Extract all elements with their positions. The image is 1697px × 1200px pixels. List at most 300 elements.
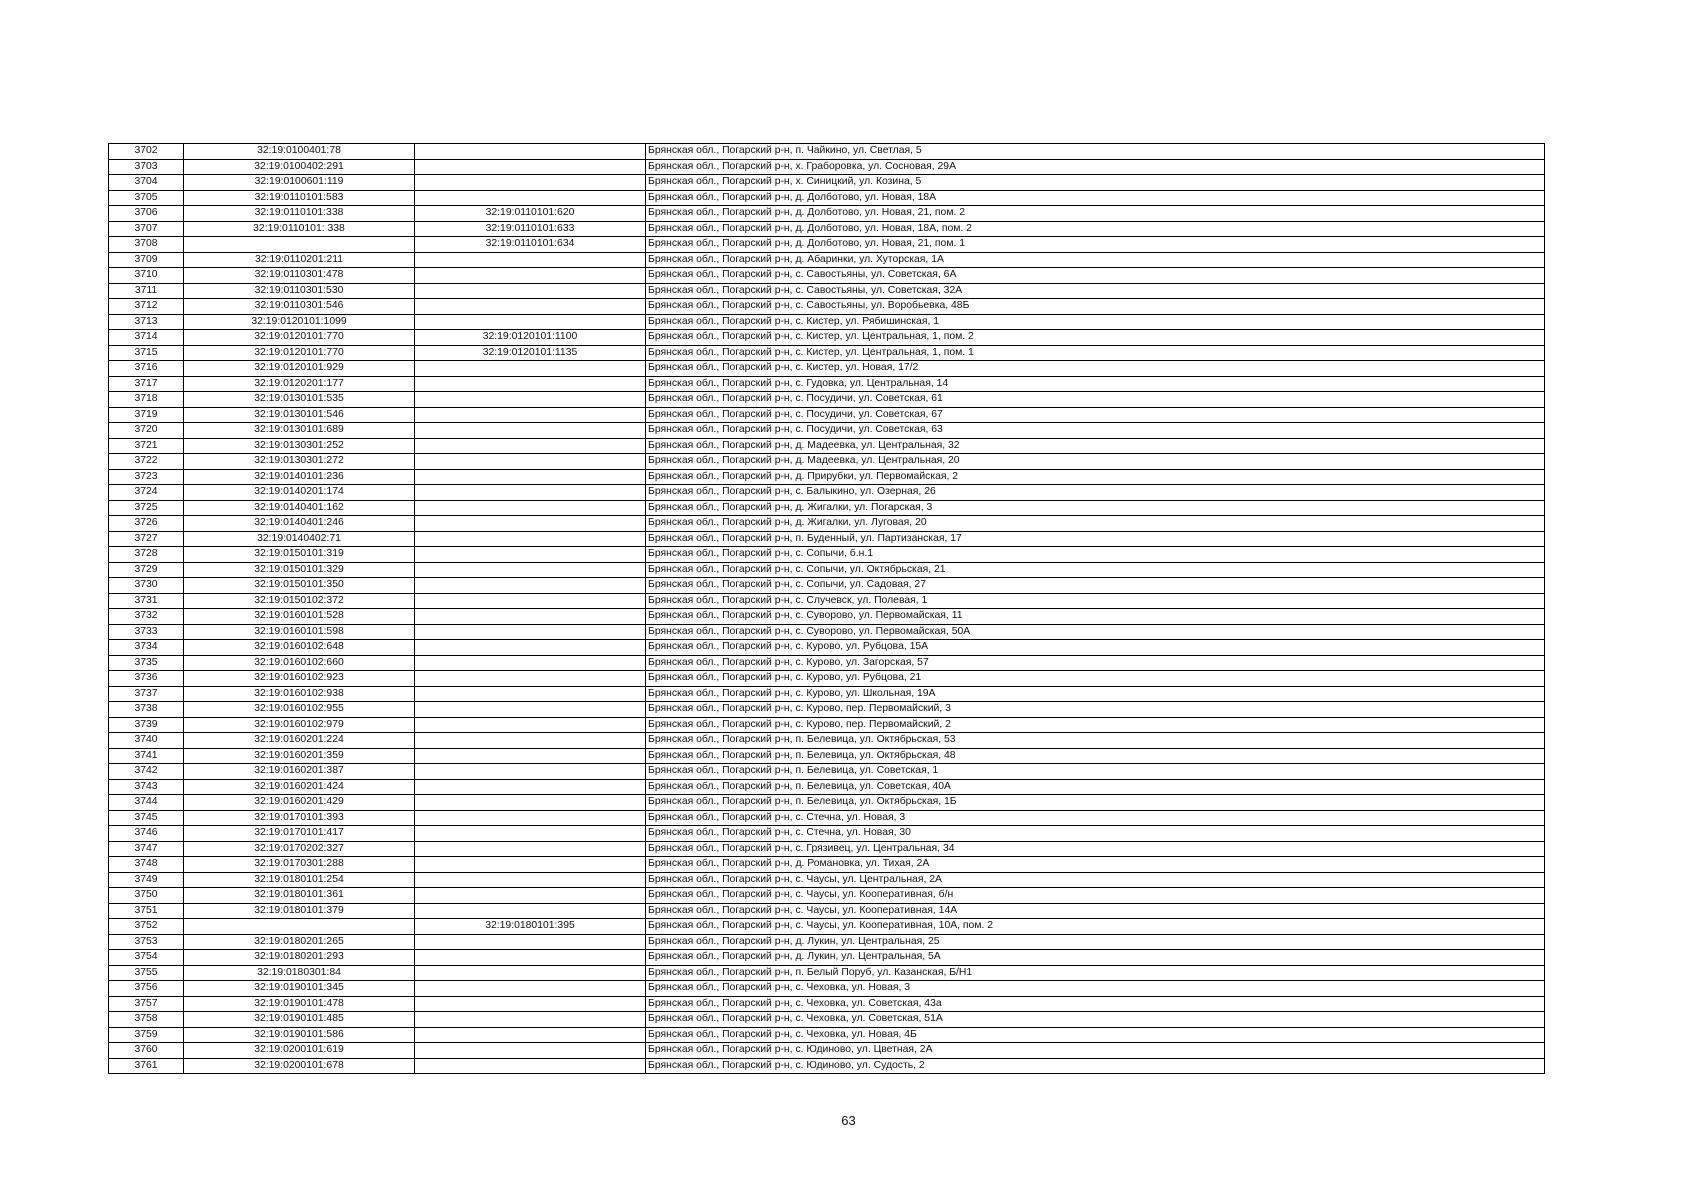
row-number-cell: 3711 xyxy=(109,283,184,299)
address-cell: Брянская обл., Погарский р-н, с. Кистер, ул. Центральная, 1, пом. 2 xyxy=(646,330,1545,346)
row-number-cell: 3716 xyxy=(109,361,184,377)
table-row xyxy=(109,485,1545,501)
cadastral-number-cell: 32:19:0120101:770 xyxy=(184,330,415,346)
cadastral-number-cell: 32:19:0130301:252 xyxy=(184,438,415,454)
cadastral-number-cell: 32:19:0160201:224 xyxy=(184,733,415,749)
address-cell: Брянская обл., Погарский р-н, с. Сопычи, б.н.1 xyxy=(646,547,1545,563)
cadastral-number-cell: 32:19:0110101:338 xyxy=(184,206,415,222)
table-row xyxy=(109,283,1545,299)
table-row xyxy=(109,438,1545,454)
cadastral-number-cell xyxy=(184,237,415,253)
register-body xyxy=(109,144,1545,1074)
table-row xyxy=(109,1027,1545,1043)
address-cell: Брянская обл., Погарский р-н, д. Лукин, ул. Центральная, 25 xyxy=(646,934,1545,950)
cadastral-number-cell: 32:19:0170301:288 xyxy=(184,857,415,873)
cadastral-number-cell: 32:19:0150101:350 xyxy=(184,578,415,594)
address-cell: Брянская обл., Погарский р-н, с. Кистер, ул. Новая, 17/2 xyxy=(646,361,1545,377)
cadastral-number-cell: 32:19:0160101:528 xyxy=(184,609,415,625)
cadastral-number-cell: 32:19:0200101:619 xyxy=(184,1043,415,1059)
cadastral-number-cell: 32:19:0160201:359 xyxy=(184,748,415,764)
table-row xyxy=(109,671,1545,687)
room-cadastral-number-cell xyxy=(415,748,646,764)
cadastral-number-cell: 32:19:0160201:387 xyxy=(184,764,415,780)
cadastral-number-cell: 32:19:0200101:678 xyxy=(184,1058,415,1074)
row-number-cell: 3709 xyxy=(109,252,184,268)
room-cadastral-number-cell xyxy=(415,655,646,671)
cadastral-number-cell: 32:19:0110101:583 xyxy=(184,190,415,206)
cadastral-number-cell: 32:19:0110301:546 xyxy=(184,299,415,315)
room-cadastral-number-cell xyxy=(415,872,646,888)
row-number-cell: 3759 xyxy=(109,1027,184,1043)
address-cell: Брянская обл., Погарский р-н, с. Суворово, ул. Первомайская, 50А xyxy=(646,624,1545,640)
cadastral-number-cell: 32:19:0160102:938 xyxy=(184,686,415,702)
row-number-cell: 3737 xyxy=(109,686,184,702)
cadastral-number-cell: 32:19:0160101:598 xyxy=(184,624,415,640)
row-number-cell: 3738 xyxy=(109,702,184,718)
room-cadastral-number-cell xyxy=(415,562,646,578)
address-cell: Брянская обл., Погарский р-н, п. Белевица, ул. Октябрьская, 53 xyxy=(646,733,1545,749)
address-cell: Брянская обл., Погарский р-н, д. Абаринки, ул. Хуторская, 1А xyxy=(646,252,1545,268)
address-cell: Брянская обл., Погарский р-н, с. Чаусы, ул. Кооперативная, 14А xyxy=(646,903,1545,919)
row-number-cell: 3719 xyxy=(109,407,184,423)
room-cadastral-number-cell xyxy=(415,1043,646,1059)
room-cadastral-number-cell xyxy=(415,392,646,408)
table-row xyxy=(109,795,1545,811)
room-cadastral-number-cell xyxy=(415,376,646,392)
room-cadastral-number-cell xyxy=(415,733,646,749)
table-row xyxy=(109,392,1545,408)
table-row xyxy=(109,361,1545,377)
address-cell: Брянская обл., Погарский р-н, с. Чеховка, ул. Новая, 4Б xyxy=(646,1027,1545,1043)
row-number-cell: 3746 xyxy=(109,826,184,842)
room-cadastral-number-cell xyxy=(415,717,646,733)
row-number-cell: 3747 xyxy=(109,841,184,857)
room-cadastral-number-cell xyxy=(415,361,646,377)
table-row xyxy=(109,578,1545,594)
address-cell: Брянская обл., Погарский р-н, с. Чаусы, ул. Кооперативная, б/н xyxy=(646,888,1545,904)
table-row xyxy=(109,965,1545,981)
row-number-cell: 3758 xyxy=(109,1012,184,1028)
table-row xyxy=(109,1058,1545,1074)
room-cadastral-number-cell xyxy=(415,593,646,609)
table-row xyxy=(109,159,1545,175)
address-cell: Брянская обл., Погарский р-н, с. Юдиново, ул. Судость, 2 xyxy=(646,1058,1545,1074)
cadastral-number-cell: 32:19:0180101:379 xyxy=(184,903,415,919)
address-cell: Брянская обл., Погарский р-н, п. Белевица, ул. Советская, 1 xyxy=(646,764,1545,780)
row-number-cell: 3745 xyxy=(109,810,184,826)
cadastral-number-cell: 32:19:0150101:329 xyxy=(184,562,415,578)
row-number-cell: 3704 xyxy=(109,175,184,191)
cadastral-number-cell: 32:19:0120101:1099 xyxy=(184,314,415,330)
cadastral-number-cell: 32:19:0180201:293 xyxy=(184,950,415,966)
address-cell: Брянская обл., Погарский р-н, с. Кистер, ул. Рябишинская, 1 xyxy=(646,314,1545,330)
table-row xyxy=(109,702,1545,718)
row-number-cell: 3705 xyxy=(109,190,184,206)
cadastral-number-cell: 32:19:0160102:979 xyxy=(184,717,415,733)
row-number-cell: 3707 xyxy=(109,221,184,237)
table-row xyxy=(109,407,1545,423)
address-cell: Брянская обл., Погарский р-н, с. Курово, ул. Рубцова, 21 xyxy=(646,671,1545,687)
row-number-cell: 3740 xyxy=(109,733,184,749)
cadastral-number-cell: 32:19:0100402:291 xyxy=(184,159,415,175)
cadastral-number-cell: 32:19:0160102:648 xyxy=(184,640,415,656)
address-cell: Брянская обл., Погарский р-н, д. Жигалки, ул. Погарская, 3 xyxy=(646,500,1545,516)
table-row xyxy=(109,345,1545,361)
table-row xyxy=(109,252,1545,268)
room-cadastral-number-cell xyxy=(415,578,646,594)
room-cadastral-number-cell xyxy=(415,1058,646,1074)
address-cell: Брянская обл., Погарский р-н, с. Посудичи, ул. Советская, 67 xyxy=(646,407,1545,423)
room-cadastral-number-cell xyxy=(415,175,646,191)
cadastral-number-cell: 32:19:0160102:660 xyxy=(184,655,415,671)
cadastral-number-cell: 32:19:0150101:319 xyxy=(184,547,415,563)
address-cell: Брянская обл., Погарский р-н, д. Долботово, ул. Новая, 18А xyxy=(646,190,1545,206)
table-row xyxy=(109,330,1545,346)
table-row xyxy=(109,531,1545,547)
room-cadastral-number-cell xyxy=(415,965,646,981)
address-cell: Брянская обл., Погарский р-н, с. Чаусы, ул. Центральная, 2А xyxy=(646,872,1545,888)
room-cadastral-number-cell xyxy=(415,795,646,811)
row-number-cell: 3703 xyxy=(109,159,184,175)
table-row xyxy=(109,841,1545,857)
address-cell: Брянская обл., Погарский р-н, с. Курово, ул. Загорская, 57 xyxy=(646,655,1545,671)
room-cadastral-number-cell xyxy=(415,686,646,702)
row-number-cell: 3757 xyxy=(109,996,184,1012)
address-cell: Брянская обл., Погарский р-н, с. Сопычи, ул. Садовая, 27 xyxy=(646,578,1545,594)
room-cadastral-number-cell: 32:19:0120101:1135 xyxy=(415,345,646,361)
table-row xyxy=(109,919,1545,935)
row-number-cell: 3743 xyxy=(109,779,184,795)
row-number-cell: 3702 xyxy=(109,144,184,160)
cadastral-number-cell: 32:19:0160102:955 xyxy=(184,702,415,718)
row-number-cell: 3714 xyxy=(109,330,184,346)
cadastral-number-cell: 32:19:0130301:272 xyxy=(184,454,415,470)
room-cadastral-number-cell xyxy=(415,1027,646,1043)
address-cell: Брянская обл., Погарский р-н, с. Чаусы, ул. Кооперативная, 10А, пом. 2 xyxy=(646,919,1545,935)
address-cell: Брянская обл., Погарский р-н, с. Стечна, ул. Новая, 30 xyxy=(646,826,1545,842)
table-row xyxy=(109,624,1545,640)
row-number-cell: 3720 xyxy=(109,423,184,439)
room-cadastral-number-cell xyxy=(415,159,646,175)
room-cadastral-number-cell xyxy=(415,144,646,160)
row-number-cell: 3722 xyxy=(109,454,184,470)
address-cell: Брянская обл., Погарский р-н, д. Мадеевка, ул. Центральная, 20 xyxy=(646,454,1545,470)
room-cadastral-number-cell xyxy=(415,888,646,904)
address-cell: Брянская обл., Погарский р-н, с. Чеховка, ул. Советская, 43а xyxy=(646,996,1545,1012)
address-cell: Брянская обл., Погарский р-н, д. Долботово, ул. Новая, 21, пом. 2 xyxy=(646,206,1545,222)
address-cell: Брянская обл., Погарский р-н, д. Прирубки, ул. Первомайская, 2 xyxy=(646,469,1545,485)
room-cadastral-number-cell xyxy=(415,826,646,842)
row-number-cell: 3710 xyxy=(109,268,184,284)
page-number: 63 xyxy=(841,1113,856,1128)
table-row xyxy=(109,903,1545,919)
room-cadastral-number-cell xyxy=(415,407,646,423)
row-number-cell: 3742 xyxy=(109,764,184,780)
cadastral-number-cell: 32:19:0130101:689 xyxy=(184,423,415,439)
cadastral-number-cell: 32:19:0180101:361 xyxy=(184,888,415,904)
row-number-cell: 3732 xyxy=(109,609,184,625)
row-number-cell: 3748 xyxy=(109,857,184,873)
cadastral-number-cell: 32:19:0160201:429 xyxy=(184,795,415,811)
row-number-cell: 3744 xyxy=(109,795,184,811)
address-cell: Брянская обл., Погарский р-н, п. Буденный, ул. Партизанская, 17 xyxy=(646,531,1545,547)
address-cell: Брянская обл., Погарский р-н, д. Жигалки, ул. Луговая, 20 xyxy=(646,516,1545,532)
room-cadastral-number-cell xyxy=(415,671,646,687)
cadastral-number-cell: 32:19:0130101:546 xyxy=(184,407,415,423)
row-number-cell: 3717 xyxy=(109,376,184,392)
room-cadastral-number-cell xyxy=(415,190,646,206)
room-cadastral-number-cell xyxy=(415,903,646,919)
row-number-cell: 3706 xyxy=(109,206,184,222)
room-cadastral-number-cell xyxy=(415,485,646,501)
address-cell: Брянская обл., Погарский р-н, с. Курово, ул. Рубцова, 15А xyxy=(646,640,1545,656)
room-cadastral-number-cell xyxy=(415,314,646,330)
row-number-cell: 3755 xyxy=(109,965,184,981)
row-number-cell: 3730 xyxy=(109,578,184,594)
property-register-table xyxy=(108,143,1545,1074)
cadastral-number-cell: 32:19:0110101: 338 xyxy=(184,221,415,237)
address-cell: Брянская обл., Погарский р-н, с. Посудичи, ул. Советская, 63 xyxy=(646,423,1545,439)
table-row xyxy=(109,950,1545,966)
address-cell: Брянская обл., Погарский р-н, с. Савостьяны, ул. Советская, 32А xyxy=(646,283,1545,299)
address-cell: Брянская обл., Погарский р-н, с. Чеховка, ул. Новая, 3 xyxy=(646,981,1545,997)
row-number-cell: 3731 xyxy=(109,593,184,609)
room-cadastral-number-cell xyxy=(415,283,646,299)
table-row xyxy=(109,190,1545,206)
room-cadastral-number-cell xyxy=(415,252,646,268)
cadastral-number-cell: 32:19:0100401:78 xyxy=(184,144,415,160)
cadastral-number-cell: 32:19:0190101:586 xyxy=(184,1027,415,1043)
row-number-cell: 3752 xyxy=(109,919,184,935)
room-cadastral-number-cell xyxy=(415,841,646,857)
table-row xyxy=(109,268,1545,284)
table-row xyxy=(109,206,1545,222)
cadastral-number-cell: 32:19:0110301:478 xyxy=(184,268,415,284)
room-cadastral-number-cell xyxy=(415,299,646,315)
address-cell: Брянская обл., Погарский р-н, д. Долботово, ул. Новая, 21, пом. 1 xyxy=(646,237,1545,253)
table-row xyxy=(109,934,1545,950)
address-cell: Брянская обл., Погарский р-н, с. Стечна, ул. Новая, 3 xyxy=(646,810,1545,826)
address-cell: Брянская обл., Погарский р-н, с. Савостьяны, ул. Воробьевка, 48Б xyxy=(646,299,1545,315)
room-cadastral-number-cell xyxy=(415,469,646,485)
table-row xyxy=(109,221,1545,237)
address-cell: Брянская обл., Погарский р-н, с. Савостьяны, ул. Советская, 6А xyxy=(646,268,1545,284)
cadastral-number-cell: 32:19:0190101:345 xyxy=(184,981,415,997)
room-cadastral-number-cell xyxy=(415,500,646,516)
room-cadastral-number-cell xyxy=(415,934,646,950)
address-cell: Брянская обл., Погарский р-н, с. Случевск, ул. Полевая, 1 xyxy=(646,593,1545,609)
address-cell: Брянская обл., Погарский р-н, с. Курово, пер. Первомайский, 3 xyxy=(646,702,1545,718)
row-number-cell: 3728 xyxy=(109,547,184,563)
table-row xyxy=(109,810,1545,826)
row-number-cell: 3741 xyxy=(109,748,184,764)
address-cell: Брянская обл., Погарский р-н, с. Посудичи, ул. Советская, 61 xyxy=(646,392,1545,408)
row-number-cell: 3756 xyxy=(109,981,184,997)
room-cadastral-number-cell xyxy=(415,423,646,439)
address-cell: Брянская обл., Погарский р-н, с. Юдиново, ул. Цветная, 2А xyxy=(646,1043,1545,1059)
table-row xyxy=(109,376,1545,392)
room-cadastral-number-cell xyxy=(415,996,646,1012)
table-row xyxy=(109,500,1545,516)
table-row xyxy=(109,733,1545,749)
table-row xyxy=(109,609,1545,625)
row-number-cell: 3760 xyxy=(109,1043,184,1059)
row-number-cell: 3712 xyxy=(109,299,184,315)
table-row xyxy=(109,764,1545,780)
room-cadastral-number-cell xyxy=(415,516,646,532)
room-cadastral-number-cell xyxy=(415,609,646,625)
address-cell: Брянская обл., Погарский р-н, п. Белевица, ул. Советская, 40А xyxy=(646,779,1545,795)
cadastral-number-cell: 32:19:0180101:254 xyxy=(184,872,415,888)
row-number-cell: 3727 xyxy=(109,531,184,547)
cadastral-number-cell: 32:19:0190101:478 xyxy=(184,996,415,1012)
cadastral-number-cell: 32:19:0120201:177 xyxy=(184,376,415,392)
room-cadastral-number-cell: 32:19:0120101:1100 xyxy=(415,330,646,346)
address-cell: Брянская обл., Погарский р-н, д. Лукин, ул. Центральная, 5А xyxy=(646,950,1545,966)
row-number-cell: 3718 xyxy=(109,392,184,408)
cadastral-number-cell: 32:19:0180201:265 xyxy=(184,934,415,950)
address-cell: Брянская обл., Погарский р-н, д. Романовка, ул. Тихая, 2А xyxy=(646,857,1545,873)
row-number-cell: 3708 xyxy=(109,237,184,253)
address-cell: Брянская обл., Погарский р-н, п. Белевица, ул. Октябрьская, 48 xyxy=(646,748,1545,764)
table-row xyxy=(109,1012,1545,1028)
address-cell: Брянская обл., Погарский р-н, х. Граборовка, ул. Сосновая, 29А xyxy=(646,159,1545,175)
row-number-cell: 3750 xyxy=(109,888,184,904)
cadastral-number-cell: 32:19:0180301:84 xyxy=(184,965,415,981)
row-number-cell: 3713 xyxy=(109,314,184,330)
cadastral-number-cell: 32:19:0190101:485 xyxy=(184,1012,415,1028)
table-row xyxy=(109,640,1545,656)
table-row xyxy=(109,872,1545,888)
cadastral-number-cell: 32:19:0140101:236 xyxy=(184,469,415,485)
room-cadastral-number-cell xyxy=(415,950,646,966)
address-cell: Брянская обл., Погарский р-н, с. Грязивец, ул. Центральная, 34 xyxy=(646,841,1545,857)
room-cadastral-number-cell: 32:19:0110101:633 xyxy=(415,221,646,237)
cadastral-number-cell: 32:19:0120101:770 xyxy=(184,345,415,361)
room-cadastral-number-cell xyxy=(415,779,646,795)
cadastral-number-cell: 32:19:0170101:417 xyxy=(184,826,415,842)
row-number-cell: 3736 xyxy=(109,671,184,687)
address-cell: Брянская обл., Погарский р-н, с. Сопычи, ул. Октябрьская, 21 xyxy=(646,562,1545,578)
room-cadastral-number-cell xyxy=(415,764,646,780)
cadastral-number-cell: 32:19:0140402:71 xyxy=(184,531,415,547)
room-cadastral-number-cell xyxy=(415,454,646,470)
cadastral-number-cell: 32:19:0160201:424 xyxy=(184,779,415,795)
row-number-cell: 3715 xyxy=(109,345,184,361)
address-cell: Брянская обл., Погарский р-н, п. Белый Поруб, ул. Казанская, Б/Н1 xyxy=(646,965,1545,981)
address-cell: Брянская обл., Погарский р-н, п. Белевица, ул. Октябрьская, 1Б xyxy=(646,795,1545,811)
row-number-cell: 3721 xyxy=(109,438,184,454)
table-row xyxy=(109,562,1545,578)
table-row xyxy=(109,857,1545,873)
cadastral-number-cell: 32:19:0140401:246 xyxy=(184,516,415,532)
table-row xyxy=(109,1043,1545,1059)
table-row xyxy=(109,454,1545,470)
address-cell: Брянская обл., Погарский р-н, с. Суворово, ул. Первомайская, 11 xyxy=(646,609,1545,625)
table-row xyxy=(109,423,1545,439)
room-cadastral-number-cell xyxy=(415,702,646,718)
row-number-cell: 3761 xyxy=(109,1058,184,1074)
room-cadastral-number-cell xyxy=(415,624,646,640)
room-cadastral-number-cell xyxy=(415,438,646,454)
address-cell: Брянская обл., Погарский р-н, с. Гудовка, ул. Центральная, 14 xyxy=(646,376,1545,392)
table-row xyxy=(109,547,1545,563)
row-number-cell: 3733 xyxy=(109,624,184,640)
address-cell: Брянская обл., Погарский р-н, с. Курово, ул. Школьная, 19А xyxy=(646,686,1545,702)
cadastral-number-cell: 32:19:0120101:929 xyxy=(184,361,415,377)
room-cadastral-number-cell xyxy=(415,981,646,997)
address-cell: Брянская обл., Погарский р-н, п. Чайкино, ул. Светлая, 5 xyxy=(646,144,1545,160)
table-row xyxy=(109,686,1545,702)
room-cadastral-number-cell xyxy=(415,857,646,873)
address-cell: Брянская обл., Погарский р-н, х. Синицкий, ул. Козина, 5 xyxy=(646,175,1545,191)
cadastral-number-cell: 32:19:0170101:393 xyxy=(184,810,415,826)
row-number-cell: 3729 xyxy=(109,562,184,578)
room-cadastral-number-cell xyxy=(415,268,646,284)
room-cadastral-number-cell xyxy=(415,531,646,547)
row-number-cell: 3725 xyxy=(109,500,184,516)
row-number-cell: 3754 xyxy=(109,950,184,966)
address-cell: Брянская обл., Погарский р-н, с. Чеховка, ул. Советская, 51А xyxy=(646,1012,1545,1028)
table-row xyxy=(109,299,1545,315)
address-cell: Брянская обл., Погарский р-н, с. Курово, пер. Первомайский, 2 xyxy=(646,717,1545,733)
room-cadastral-number-cell xyxy=(415,547,646,563)
table-row xyxy=(109,748,1545,764)
cadastral-number-cell: 32:19:0130101:535 xyxy=(184,392,415,408)
table-row xyxy=(109,314,1545,330)
cadastral-number-cell: 32:19:0170202:327 xyxy=(184,841,415,857)
cadastral-number-cell: 32:19:0140401:162 xyxy=(184,500,415,516)
table-row xyxy=(109,469,1545,485)
row-number-cell: 3735 xyxy=(109,655,184,671)
room-cadastral-number-cell xyxy=(415,1012,646,1028)
room-cadastral-number-cell: 32:19:0110101:620 xyxy=(415,206,646,222)
table-row xyxy=(109,996,1545,1012)
cadastral-number-cell: 32:19:0140201:174 xyxy=(184,485,415,501)
cadastral-number-cell: 32:19:0160102:923 xyxy=(184,671,415,687)
table-row xyxy=(109,981,1545,997)
table-row xyxy=(109,516,1545,532)
table-row xyxy=(109,826,1545,842)
cadastral-number-cell xyxy=(184,919,415,935)
cadastral-number-cell: 32:19:0110201:211 xyxy=(184,252,415,268)
cadastral-number-cell: 32:19:0150102:372 xyxy=(184,593,415,609)
table-row xyxy=(109,175,1545,191)
row-number-cell: 3749 xyxy=(109,872,184,888)
address-cell: Брянская обл., Погарский р-н, с. Кистер, ул. Центральная, 1, пом. 1 xyxy=(646,345,1545,361)
room-cadastral-number-cell xyxy=(415,640,646,656)
address-cell: Брянская обл., Погарский р-н, с. Балыкино, ул. Озерная, 26 xyxy=(646,485,1545,501)
address-cell: Брянская обл., Погарский р-н, д. Долботово, ул. Новая, 18А, пом. 2 xyxy=(646,221,1545,237)
table-row xyxy=(109,593,1545,609)
table-row xyxy=(109,779,1545,795)
cadastral-number-cell: 32:19:0100601:119 xyxy=(184,175,415,191)
row-number-cell: 3726 xyxy=(109,516,184,532)
table-row xyxy=(109,144,1545,160)
table-row xyxy=(109,655,1545,671)
row-number-cell: 3753 xyxy=(109,934,184,950)
address-cell: Брянская обл., Погарский р-н, д. Мадеевка, ул. Центральная, 32 xyxy=(646,438,1545,454)
row-number-cell: 3751 xyxy=(109,903,184,919)
table-row xyxy=(109,888,1545,904)
row-number-cell: 3739 xyxy=(109,717,184,733)
table-row xyxy=(109,717,1545,733)
room-cadastral-number-cell: 32:19:0180101:395 xyxy=(415,919,646,935)
row-number-cell: 3734 xyxy=(109,640,184,656)
room-cadastral-number-cell: 32:19:0110101:634 xyxy=(415,237,646,253)
room-cadastral-number-cell xyxy=(415,810,646,826)
cadastral-number-cell: 32:19:0110301:530 xyxy=(184,283,415,299)
